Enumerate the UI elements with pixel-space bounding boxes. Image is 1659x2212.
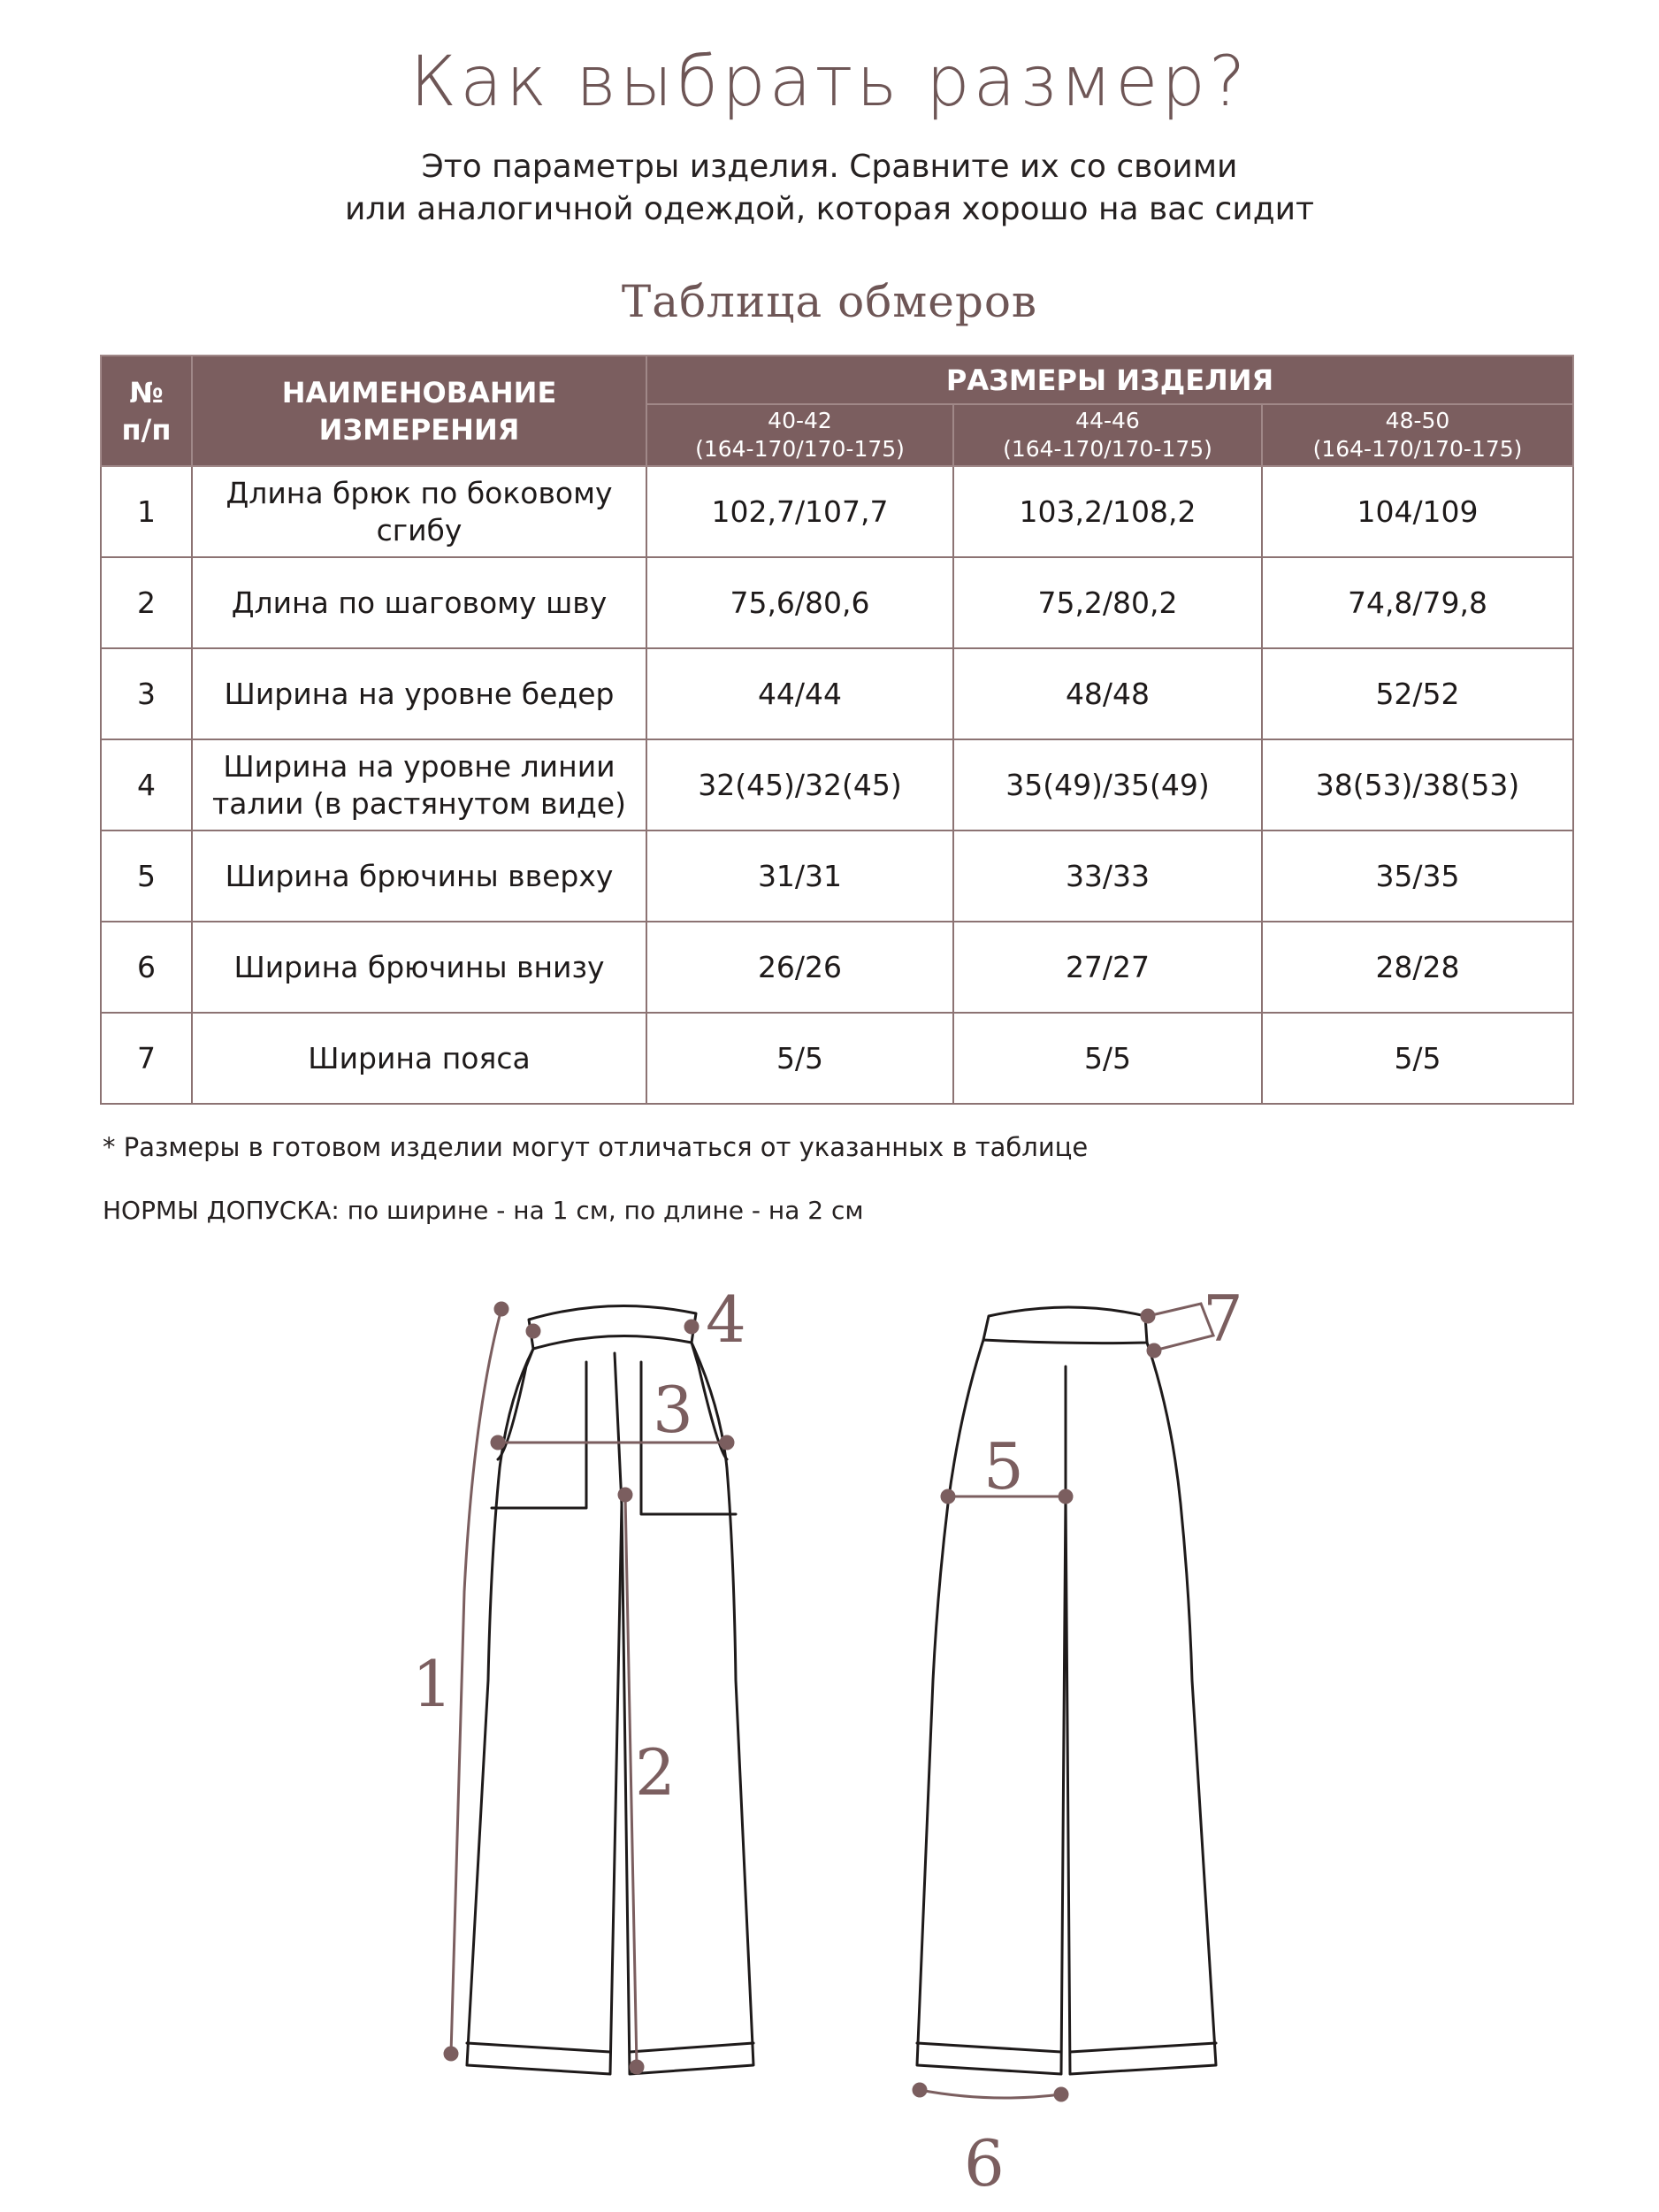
measure-line-6 — [920, 2090, 1061, 2098]
row-value-size-1: 26/26 — [646, 922, 953, 1013]
row-number: 2 — [101, 557, 192, 648]
row-value-size-2: 48/48 — [953, 648, 1262, 739]
row-name-text: Ширина пояса — [308, 1040, 531, 1075]
measure-label-3: 3 — [653, 1373, 693, 1447]
measure-point — [942, 1490, 954, 1503]
measure-point — [619, 1489, 631, 1501]
row-value-size-1: 5/5 — [646, 1013, 953, 1104]
table-title: Таблица обмеров — [621, 276, 1038, 327]
page-title: Как выбрать размер? — [409, 42, 1250, 122]
measure-label-6: 6 — [964, 2126, 1005, 2201]
back-trousers-outline — [917, 1307, 1216, 2074]
measure-label-1: 1 — [412, 1647, 453, 1721]
row-number: 7 — [101, 1013, 192, 1104]
size-heights: (164-170/170-175) — [1312, 436, 1523, 462]
measure-label-4: 4 — [706, 1282, 746, 1357]
measure-point — [527, 1325, 539, 1337]
measure-point — [495, 1303, 508, 1315]
row-value-size-1: 102,7/107,7 — [646, 466, 953, 557]
measure-point — [1059, 1490, 1072, 1503]
measure-point — [492, 1436, 504, 1449]
header-sizes-group: РАЗМЕРЫ ИЗДЕЛИЯ — [646, 356, 1573, 404]
row-name-text: Ширина на уровне линии талии (в растянутом виде) — [212, 748, 626, 821]
header-number-label: № п/п — [121, 375, 172, 447]
measure-line-1 — [451, 1309, 501, 2054]
row-value-size-3: 52/52 — [1262, 648, 1573, 739]
row-value-size-1: 31/31 — [646, 830, 953, 922]
row-number: 6 — [101, 922, 192, 1013]
row-number: 5 — [101, 830, 192, 922]
row-value-size-2: 103,2/108,2 — [953, 466, 1262, 557]
measure-point — [1055, 2088, 1067, 2101]
measure-label-7: 7 — [1203, 1282, 1243, 1356]
row-value-size-1: 44/44 — [646, 648, 953, 739]
measure-point — [445, 2047, 457, 2060]
row-value-size-3: 5/5 — [1262, 1013, 1573, 1104]
measure-point — [721, 1436, 733, 1449]
measure-label-5: 5 — [983, 1429, 1024, 1504]
row-name-text: Длина по шаговому шву — [231, 585, 608, 620]
measure-point — [914, 2084, 926, 2096]
subtitle-line-1: Это параметры изделия. Сравните их со своими — [421, 149, 1238, 185]
measure-label-2: 2 — [635, 1735, 676, 1810]
row-value-size-3: 28/28 — [1262, 922, 1573, 1013]
note-sizes-may-differ: * Размеры в готовом изделии могут отличаться от указанных в таблице — [103, 1132, 1089, 1162]
subtitle-line-2: или аналогичной одеждой, которая хорошо на вас сидит — [344, 191, 1314, 227]
row-number: 4 — [101, 739, 192, 830]
row-name-text: Ширина на уровне бедер — [224, 676, 615, 711]
measure-point — [685, 1320, 698, 1333]
note-tolerance: НОРМЫ ДОПУСКА: по ширине - на 1 см, по длине - на 2 см — [103, 1196, 864, 1225]
header-name-label: НАИМЕНОВАНИЕ ИЗМЕРЕНИЯ — [281, 375, 557, 447]
front-trousers-outline — [467, 1305, 753, 2074]
size-label: 48-50 — [1385, 408, 1450, 433]
row-value-size-3: 38(53)/38(53) — [1262, 739, 1573, 830]
row-value-size-1: 75,6/80,6 — [646, 557, 953, 648]
row-value-size-2: 33/33 — [953, 830, 1262, 922]
measure-point — [631, 2061, 643, 2073]
row-value-size-3: 104/109 — [1262, 466, 1573, 557]
row-name-text: Длина брюк по боковому сгибу — [226, 475, 613, 547]
size-label: 40-42 — [768, 408, 832, 433]
measure-point — [1148, 1344, 1160, 1357]
row-number: 1 — [101, 466, 192, 557]
row-value-size-3: 35/35 — [1262, 830, 1573, 922]
row-name-text: Ширина брючины вверху — [225, 858, 614, 893]
row-value-size-2: 35(49)/35(49) — [953, 739, 1262, 830]
row-value-size-3: 74,8/79,8 — [1262, 557, 1573, 648]
row-value-size-2: 27/27 — [953, 922, 1262, 1013]
row-value-size-2: 5/5 — [953, 1013, 1262, 1104]
size-label: 44-46 — [1075, 408, 1140, 433]
row-name-text: Ширина брючины внизу — [233, 949, 605, 984]
size-heights: (164-170/170-175) — [695, 436, 905, 462]
row-value-size-1: 32(45)/32(45) — [646, 739, 953, 830]
row-number: 3 — [101, 648, 192, 739]
measure-point — [1142, 1310, 1154, 1322]
row-value-size-2: 75,2/80,2 — [953, 557, 1262, 648]
size-heights: (164-170/170-175) — [1003, 436, 1212, 462]
